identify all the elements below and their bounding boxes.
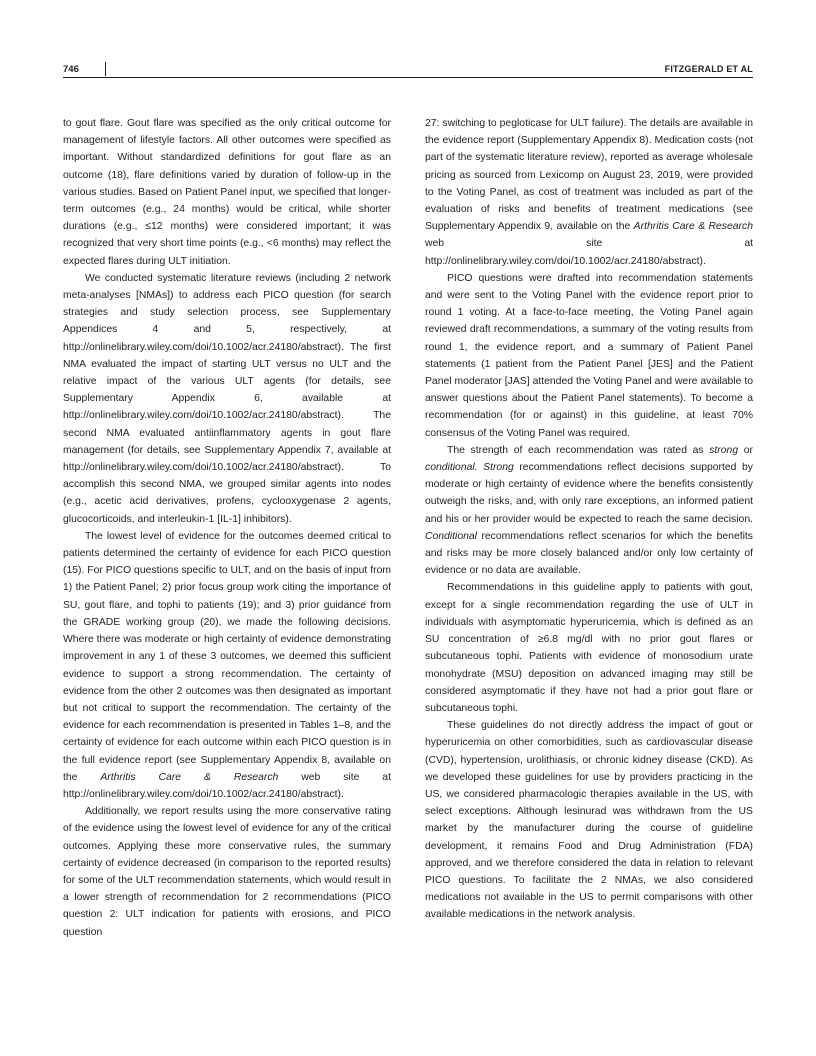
right-column [425, 115, 753, 924]
header-rule [63, 77, 753, 78]
italic-text: conditional. [425, 462, 478, 474]
paragraph [425, 579, 753, 717]
left-column [63, 115, 391, 941]
text-run: web site at http://onlinelibrary.wiley.com/doi/10.1002/acr.24180/abstract). [425, 238, 753, 267]
italic-text: strong [709, 444, 739, 456]
italic-text: Arthritis Care & Research [633, 221, 753, 233]
paragraph [425, 115, 753, 270]
italic-text: Conditional [425, 530, 477, 542]
text-run: web site at http://onlinelibrary.wiley.com/doi/10.1002/acr.24180/abstract). [63, 771, 391, 800]
paragraph [425, 442, 753, 580]
paragraph [63, 803, 391, 941]
paragraph [63, 270, 391, 528]
text-run: The strength of each recommendation was rated as [447, 444, 710, 456]
paragraph [425, 717, 753, 923]
running-head: FITZGERALD ET AL [664, 64, 753, 74]
header-divider-bar [105, 62, 106, 76]
text-run: Recommendations in this guideline apply to patients with gout, except for a single recommendation regarding the use of ULT in individuals with asymptomatic hyperuricemia, which is defined as an SU concentration of ≥6.8 mg/dl with no prior gout flares or subcutaneous tophi. Patients with evidence of monosodium urate monohydrate (MSU) deposition on advanced imaging may still be considered asymptomatic if they have not had a prior gout flare or subcutaneous tophi. [425, 582, 753, 714]
text-run: PICO questions were drafted into recommendation statements and were sent to the Voting Panel with the evidence report prior to round 1 voting. At a face-to-face meeting, the Voting Panel again reviewed draft recommendations, a summary of the voting results from round 1, the evidence report, and a summary of Patient Panel statements (1 patient from the Patient Panel [JES] and the Patient Panel moderator [JAS] attended the Voting Panel and were available to answer questions about the Patient Panel statements). To become a recommendation (for or against) in this guideline, at least 70% consensus of the Voting Panel was required. [425, 272, 753, 439]
text-run: Additionally, we report results using the more conservative rating of the evidence using the lowest level of evidence for any of the critical outcomes. Applying these more conservative rules, the summary certainty of evidence decreased (in comparison to the reported results) for some of the ULT recommendation statements, which would result in a lower strength of recommendation for 2 recommendations (PICO question 2: ULT indication for patients with erosions, and PICO question [63, 806, 391, 938]
text-run: recommendations reflect scenarios for which the benefits and risks may be more closely balanced and/or only low certainty of evidence or no data are available. [425, 530, 753, 577]
text-run: The lowest level of evidence for the outcomes deemed critical to patients determined the certainty of evidence for each PICO question (15). For PICO questions specific to ULT, and on the basis of input from 1) the Patient Panel; 2) prior focus group work citing the importance of SU, gout flare, and tophi to patients (19); and 3) prior guidance from the GRADE working group (20), we made the following decisions. Where there was moderate or high certainty of evidence demonstrating improvement in any 1 of these 3 outcomes, we deemed this sufficient evidence to support a strong recommendation. The certainty of evidence from the other 2 outcomes was then designated as important but not critical to support the recommendation. The certainty of the evidence for each recommendation is presented in Tables 1–8, and the certainty of evidence for each outcome within each PICO question is in the full evidence report (see Supplementary Appendix 8, available on the [63, 530, 391, 783]
text-run: to gout flare. Gout flare was specified as the only critical outcome for management of lifestyle factors. All other outcomes were specified as important. Without standardized definitions for gout flare as an outcome (18), flare definitions varied by duration of follow-up in the various studies. Based on Patient Panel input, we specified that longer-term outcomes (e.g., 24 months) would be critical, while shorter durations (e.g., ≤12 months) were considered important; it was recognized that very short time points (e.g., <6 months) may reflect the expected flares during ULT initiation. [63, 118, 391, 267]
italic-text: Strong [483, 462, 514, 474]
paragraph [63, 115, 391, 270]
text-run: 27: switching to pegloticase for ULT failure). The details are available in the evidence report (Supplementary Appendix 8). Medication costs (not part of the systematic literature review), reported as average wholesale pricing as sourced from Lexicomp on August 23, 2019, were provided to the Voting Panel, as cost of treatment was included as part of the evaluation of risks and benefits of treatment medications (see Supplementary Appendix 9, available on the [425, 118, 753, 233]
page-number: 746 [63, 64, 79, 75]
text-run: We conducted systematic literature reviews (including 2 network meta-analyses [NMAs]) to address each PICO question (for search strategies and study selection process, see Supplementary Appendices 4 and 5, respectively, at http://onlinelibrary.wiley.com/doi/10.1002/acr.24180/abstract). The first NMA evaluated the impact of starting ULT versus no ULT and the relative impact of the various ULT agents (for details, see Supplementary Appendix 6, available at http://onlinelibrary.wiley.com/doi/10.1002/acr.24180/abstract). The second NMA evaluated antiinflammatory agents in gout flare management (for details, see Supplementary Appendix 7, available at http://onlinelibrary.wiley.com/doi/10.1002/acr.24180/abstract). To accomplish this second NMA, we grouped similar agents into nodes (e.g., acetic acid derivatives, profens, cyclooxygenase 2 agents, glucocorticoids, and interleukin-1 [IL-1] inhibitors). [63, 272, 391, 525]
text-run: or [738, 444, 753, 456]
italic-text: Arthritis Care & Research [100, 771, 279, 783]
page-header [63, 62, 753, 78]
text-run: These guidelines do not directly address the impact of gout or hyperuricemia on other comorbidities, such as cardiovascular disease (CVD), hypertension, urolithiasis, or chronic kidney disease (CKD). As we developed these guidelines for use by providers practicing in the US, we considered pharmacologic therapies available in the US, with select exceptions. Although lesinurad was withdrawn from the US market by the manufacturer during the course of guideline development, it remains Food and Drug Administration (FDA) approved, and we therefore considered the data in relation to relevant PICO questions. To facilitate the 2 NMAs, we also considered medications not available in the US to permit comparisons with other available medications in the network analysis. [425, 720, 753, 921]
paragraph [63, 528, 391, 803]
text-run: recommendations reflect decisions supported by moderate or high certainty of evidence where the benefits consistently outweigh the risks, and, with only rare exceptions, an informed patient and his or her provider would be expected to reach the same decision. [425, 462, 754, 525]
paragraph [425, 270, 753, 442]
